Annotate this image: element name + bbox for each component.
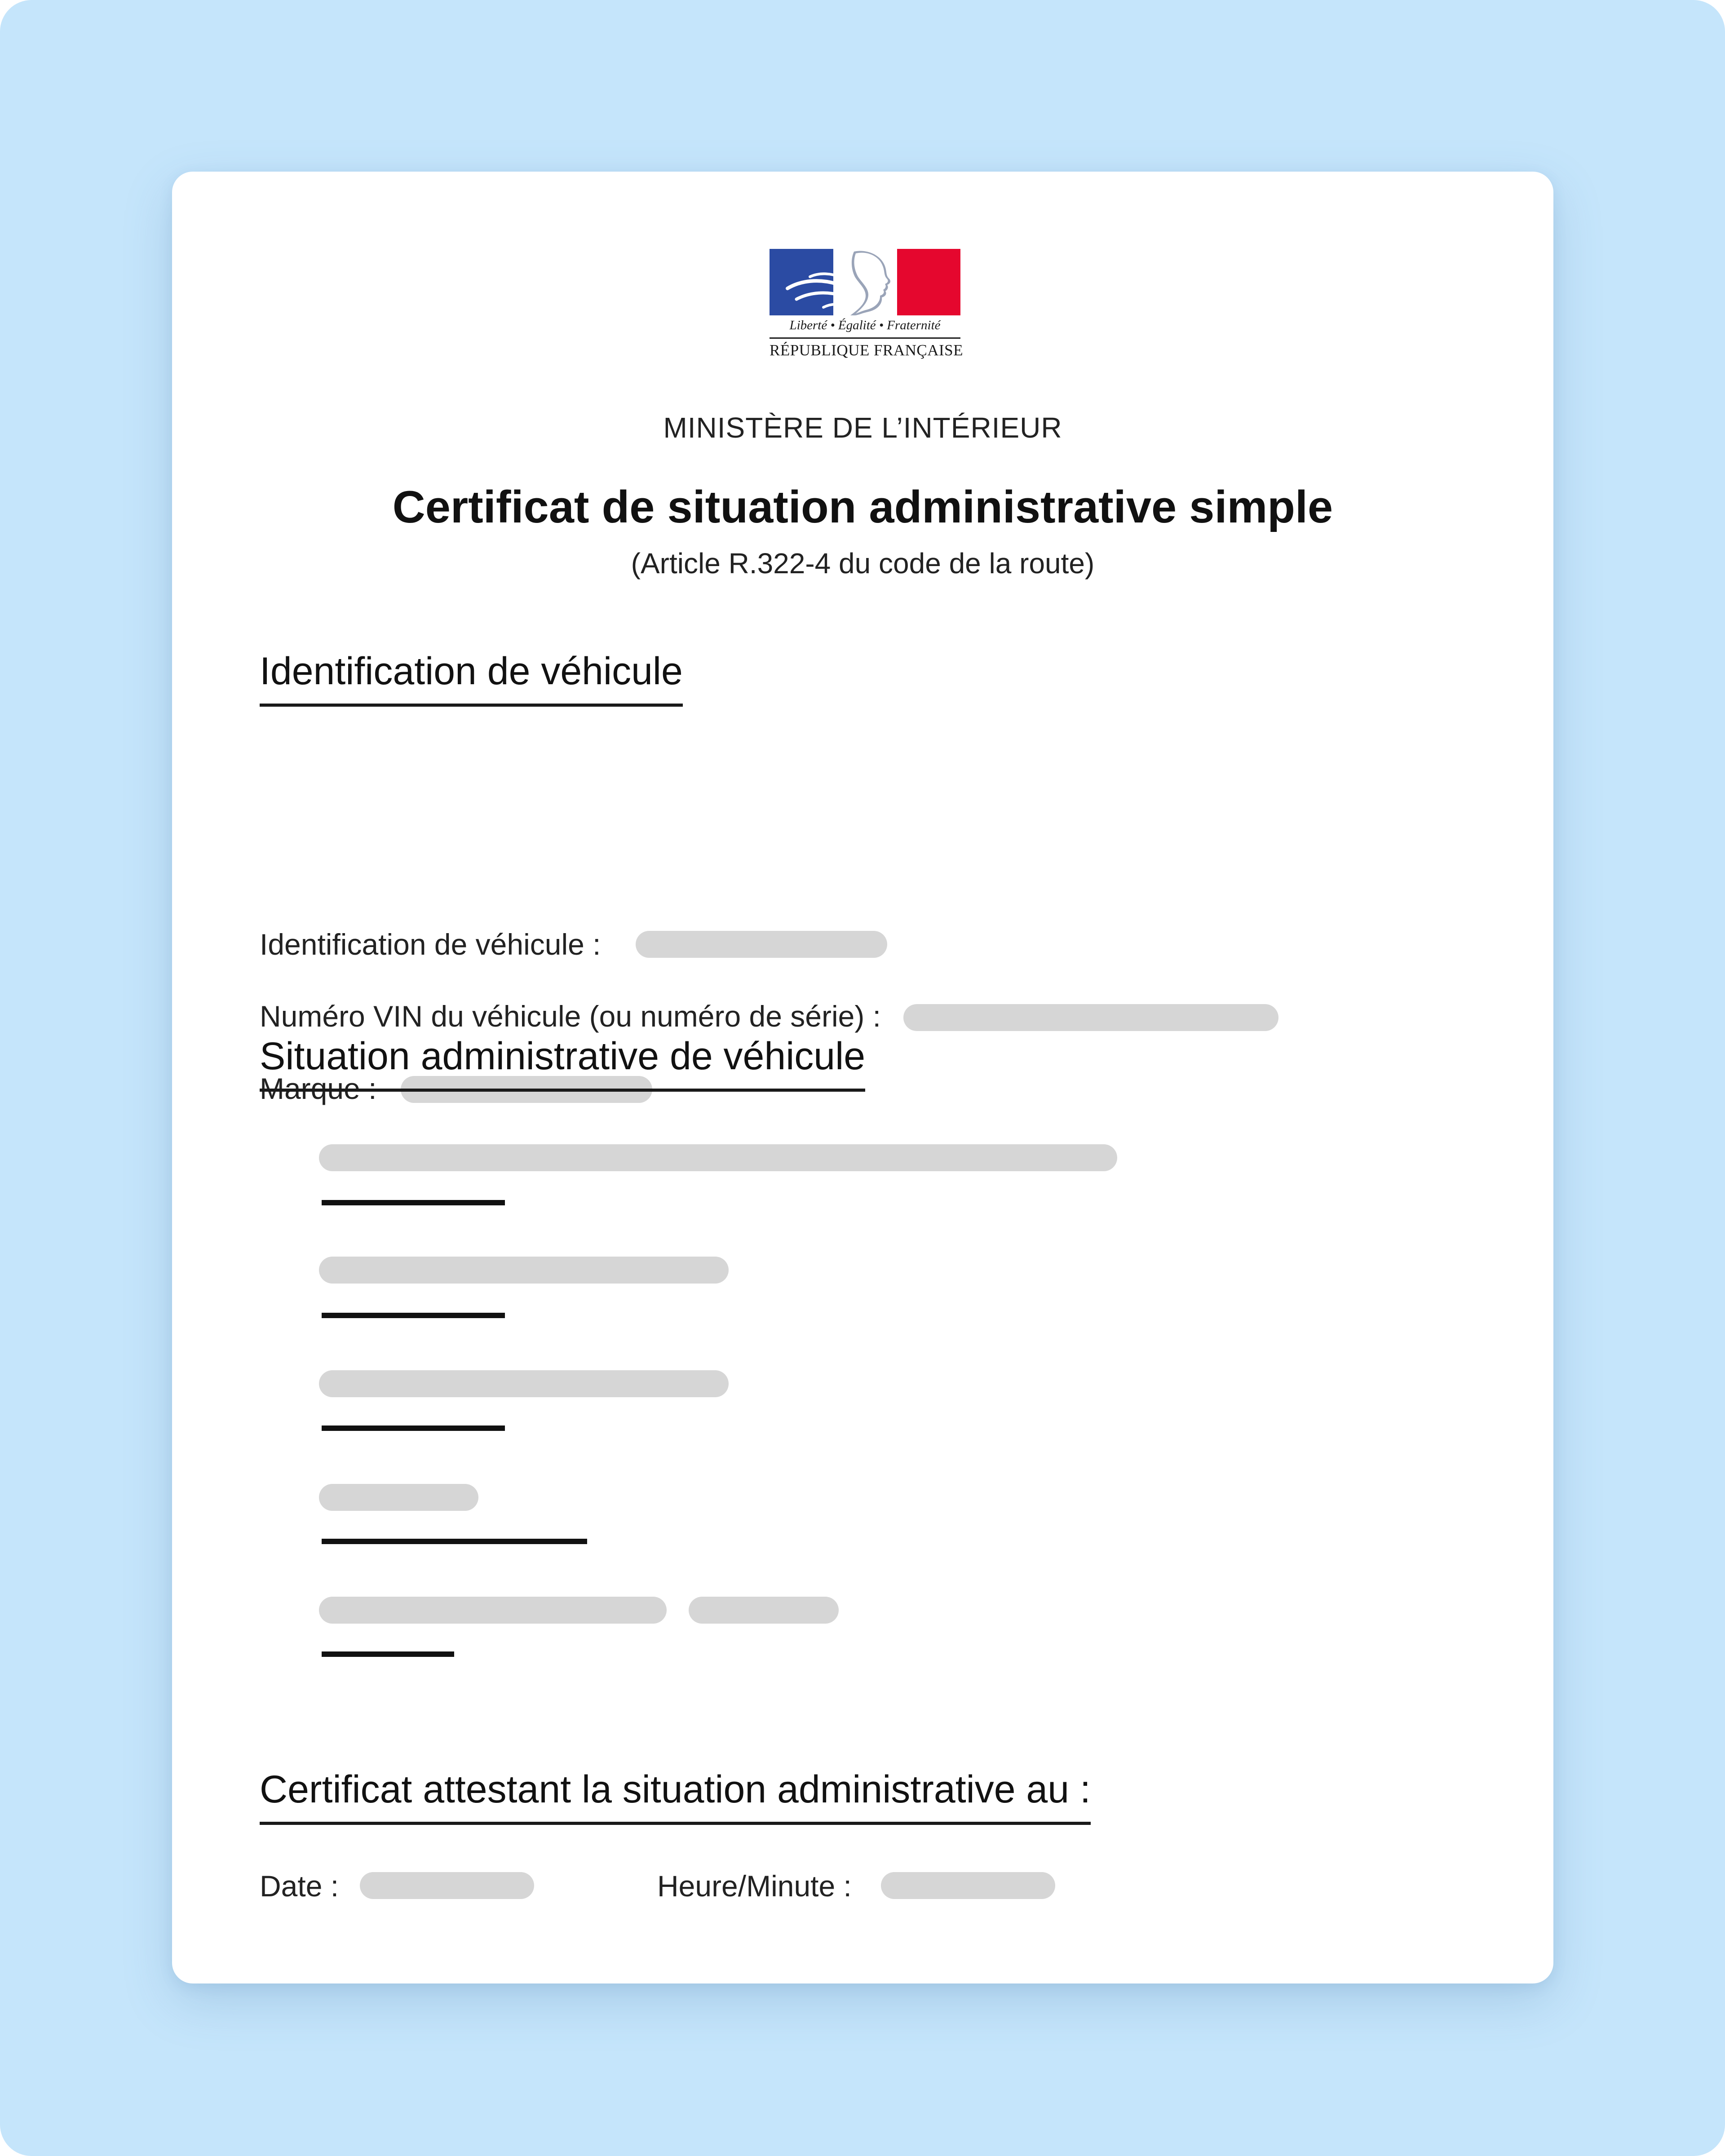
marianne-flag-icon	[770, 249, 960, 316]
logo-divider	[770, 337, 960, 339]
situation-value-bar	[322, 1539, 587, 1544]
situation-line-placeholder	[319, 1257, 729, 1284]
field-label-brand: Marque :	[260, 1072, 377, 1105]
ministry-name: MINISTÈRE DE L’INTÉRIEUR	[663, 412, 1062, 444]
page-subtitle: (Article R.322-4 du code de la route)	[631, 547, 1095, 580]
republique-francaise-logo	[770, 249, 964, 361]
field-label-date: Date :	[260, 1869, 339, 1903]
section-title-situation: Situation administrative de véhicule	[260, 1034, 865, 1092]
republic-motto: Liberté • Égalité • Fraternité	[789, 318, 941, 332]
vin-value-placeholder	[903, 1004, 1278, 1031]
time-value-placeholder	[881, 1872, 1055, 1899]
field-label-time: Heure/Minute :	[657, 1869, 852, 1903]
field-label-vin: Numéro VIN du véhicule (ou numéro de série) :	[260, 1000, 881, 1033]
situation-value-bar	[322, 1426, 505, 1431]
field-label-vehicle-id: Identification de véhicule :	[260, 928, 601, 961]
situation-line-placeholder	[689, 1597, 839, 1624]
section-title-identification: Identification de véhicule	[260, 649, 683, 707]
situation-line-placeholder	[319, 1144, 1117, 1171]
situation-line-placeholder	[319, 1370, 729, 1397]
page-title: Certificat de situation administrative simple	[392, 482, 1333, 532]
situation-line-placeholder	[319, 1484, 478, 1511]
situation-value-bar	[322, 1651, 454, 1657]
certificate-card	[172, 172, 1553, 1983]
vehicle-id-value-placeholder	[636, 931, 887, 958]
date-value-placeholder	[360, 1872, 534, 1899]
republic-name: RÉPUBLIQUE FRANÇAISE	[770, 341, 964, 359]
section-title-certificate: Certificat attestant la situation administrative au :	[260, 1767, 1091, 1825]
situation-value-bar	[322, 1200, 505, 1205]
situation-line-placeholder	[319, 1597, 667, 1624]
situation-value-bar	[322, 1313, 505, 1318]
